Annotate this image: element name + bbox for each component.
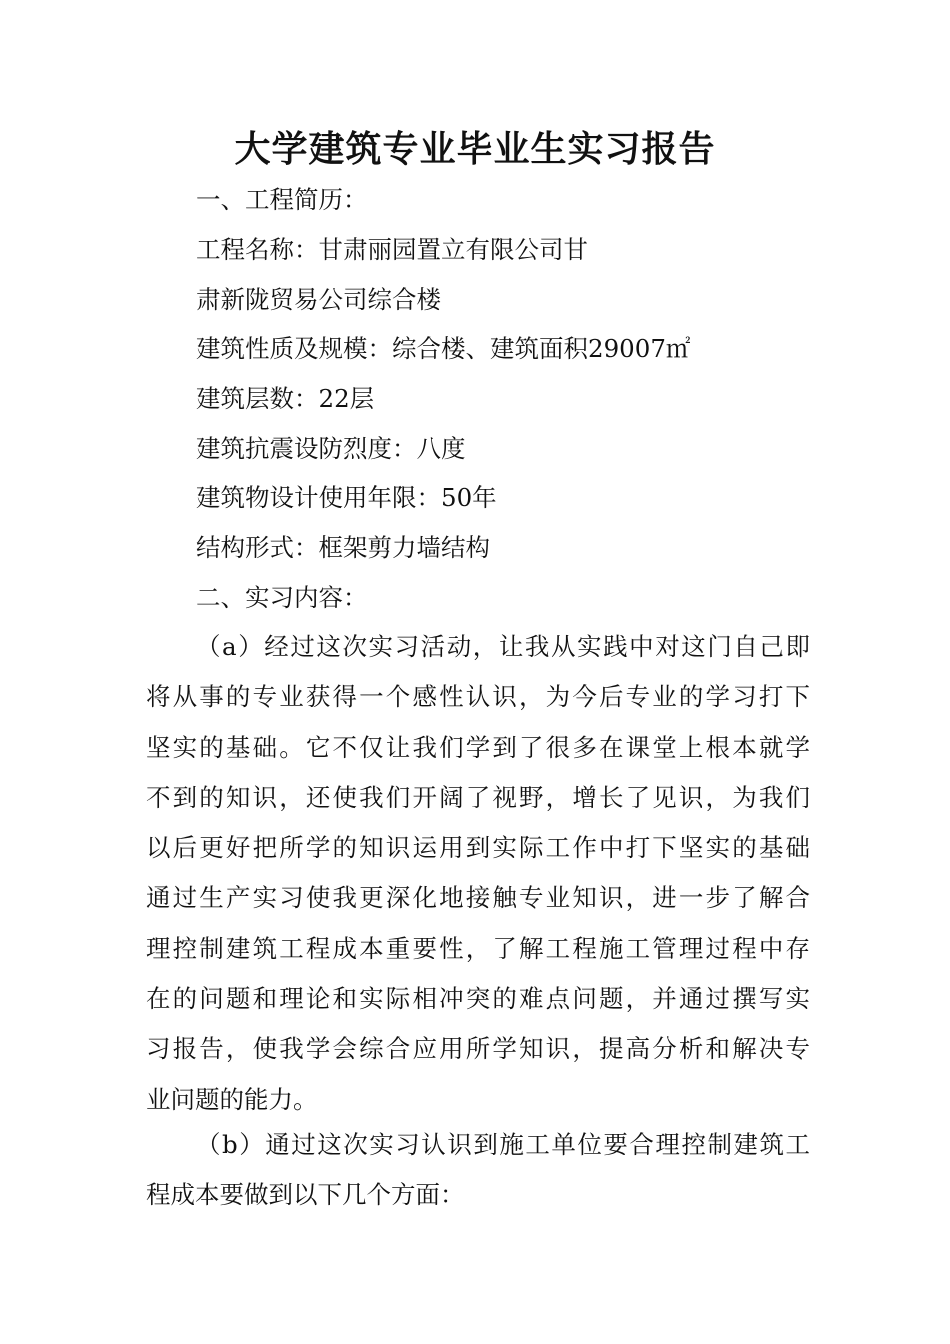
building-floors: 建筑层数：22层 <box>196 384 375 413</box>
paragraph-a-line: 将从事的专业获得一个感性认识，为今后专业的学习打下 <box>146 682 810 712</box>
document-title: 大学建筑专业毕业生实习报告 <box>234 129 716 170</box>
structure-form: 结构形式：框架剪力墙结构 <box>196 533 490 562</box>
project-name-line-2: 肃新陇贸易公司综合楼 <box>196 285 441 314</box>
paragraph-a-line: 以后更好把所学的知识运用到实际工作中打下坚实的基础 <box>146 833 810 863</box>
seismic-intensity: 建筑抗震设防烈度：八度 <box>196 434 466 463</box>
design-service-life: 建筑物设计使用年限：50年 <box>196 483 497 512</box>
section-heading-project-history: 一、工程简历： <box>196 185 368 214</box>
section-heading-internship-content: 二、实习内容： <box>196 583 368 612</box>
paragraph-b <box>146 1120 810 1221</box>
building-nature-scale: 建筑性质及规模：综合楼、建筑面积29007㎡ <box>196 334 691 363</box>
paragraph-b-line: （b）通过这次实习认识到施工单位要合理控制建筑工 <box>196 1130 810 1159</box>
paragraph-a-line: 理控制建筑工程成本重要性，了解工程施工管理过程中存 <box>146 933 810 963</box>
paragraph-b-line: 程成本要做到以下几个方面： <box>146 1180 465 1210</box>
paragraph-a-line: 在的问题和理论和实际相冲突的难点问题，并通过撰写实 <box>146 984 810 1014</box>
paragraph-a-line: 业问题的能力。 <box>146 1084 318 1114</box>
paragraph-a-line: 习报告，使我学会综合应用所学知识，提高分析和解决专 <box>146 1034 810 1064</box>
paragraph-a-line: 不到的知识，还使我们开阔了视野，增长了见识，为我们 <box>146 782 810 812</box>
paragraph-a-line: 通过生产实习使我更深化地接触专业知识，进一步了解合 <box>146 883 810 913</box>
paragraph-a-line: （a）经过这次实习活动，让我从实践中对这门自己即 <box>196 632 810 661</box>
paragraph-a-line: 坚实的基础。它不仅让我们学到了很多在课堂上根本就学 <box>146 732 810 762</box>
paragraph-a <box>146 622 810 1125</box>
project-name-line-1: 工程名称：甘肃丽园置立有限公司甘 <box>196 235 588 264</box>
